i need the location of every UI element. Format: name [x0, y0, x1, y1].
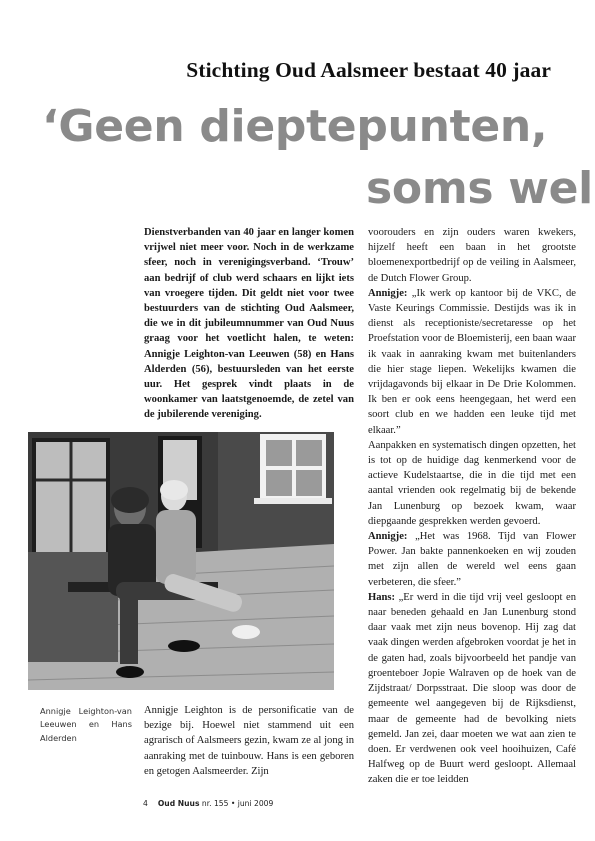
right-column: [368, 225, 576, 788]
article-kicker: Stichting Oud Aalsmeer bestaat 40 jaar: [186, 58, 551, 82]
speaker-label: Annigje:: [368, 287, 408, 299]
page-footer: [143, 799, 273, 808]
paragraph-text: Aanpakken en systematisch dingen opzetten, het is tot op de huidige dag kenmerkend voor de actieve Kudelstaartse, die in die tijd met een aantal vrienden ook regelmatig bij de bekende Jan Lunenburg op bezoek kwam, waar diepgaande gesprekken werden gevoerd.: [368, 439, 576, 527]
paragraph-text: voorouders en zijn ouders waren kwekers, hijzelf heeft een baan in het grootste bloemenexportbedrijf op de veiling in Aalsmeer, de Dutch Flower Group.: [368, 227, 576, 284]
speaker-label: Hans:: [368, 591, 396, 603]
middle-lower-column: [144, 703, 354, 779]
paragraph: [368, 590, 576, 788]
page-number: 4: [143, 799, 148, 808]
paragraph-text: „Het was 1968. Tijd van Flower Power. Jan bakte pannenkoeken en wij zouden met zijn allen de wereld wel eens gaan verbeteren, die sfeer.”: [368, 531, 576, 588]
paragraph-text: „Ik werk op kantoor bij de VKC, de Vaste Keurings Commissie. Destijds was ik in dienst als receptioniste/secretaresse op het Proefstation voor de Bloemisterij, een baan waar ik vaak in aanraking kwam met buitenlanders die hier stage liepen. Wekelijks kwamen die vrijdagavonds bij elkaar in De Drie Kolommen. Ik ben er ook eens heengegaan, het werd een soort club en we hadden een leuke tijd met elkaar.”: [368, 287, 576, 436]
paragraph: [368, 286, 576, 438]
paragraph: [368, 225, 576, 286]
paragraph-text: „Er werd in die tijd vrij veel gesloopt en naar beneden gehaald en Jan Lunenburg stond daar vaak met zijn neus bovenop. Hij zag dat vaak dingen werden afgebroken voordat je het in de gaten had, zoals bijvoorbeeld het pandje van groenteboer Jopie Walraven op de hoek van de Zijdstraat/ Dorpsstraat. Die sloop was door de gemeente wel aangegeven bij de Rijksdienst, maar de gemeente had de bevolking niets gemeld. Jan zei, daar moeten we wat aan zien te doen. Er verdwenen ook veel hooihuizen, Café Halfweg op de Buurt werd gesloopt. Allemaal zaken die er toe leidden: [368, 591, 576, 786]
speaker-label: Annigje:: [368, 531, 408, 543]
lead-text: Dienstverbanden van 40 jaar en langer komen vrijwel niet meer voor. Noch in de werkzame sfeer, noch in verenigingsverband. ‘Trouw’ aan bedrijf of club werd schaars en lijkt iets van vroegere tijden. Dit geldt niet voor twee bestuurders van de stichting Oud Aalsmeer, die we in dit jubileumnummer van Oud Nuus graag voor het voetlicht halen, te weten: Annigje Leighton-van Leeuwen (58) en Hans Alderden (56), bestuursleden van het eerste uur. Het gesprek vindt plaats in de woonkamer van laatstgenoemde, de zetel van de jubilerende vereniging.: [144, 227, 354, 421]
issue-info: nr. 155 • juni 2009: [199, 799, 274, 808]
magazine-name: Oud Nuus: [157, 799, 200, 808]
paragraph-text: Annigje Leighton is de personificatie van de bezige bij. Hoewel niet stammend uit een agrarisch of Aalsmeers gezin, kwam ze al jong in aanraking met de tuinbouw. Hans is een geboren en getogen Aalsmeerder. Zijn: [144, 705, 354, 777]
article-photo: [28, 432, 334, 690]
photo-illustration: [28, 432, 334, 690]
lead-paragraph: [144, 225, 354, 423]
paragraph: [368, 529, 576, 590]
photo-caption: Annigje Leighton-van Leeuwen en Hans Alderden: [40, 706, 132, 743]
headline-line-1: ‘Geen dieptepunten,: [42, 101, 548, 152]
paragraph: [368, 438, 576, 529]
headline-line-2: soms wel: [366, 163, 593, 214]
